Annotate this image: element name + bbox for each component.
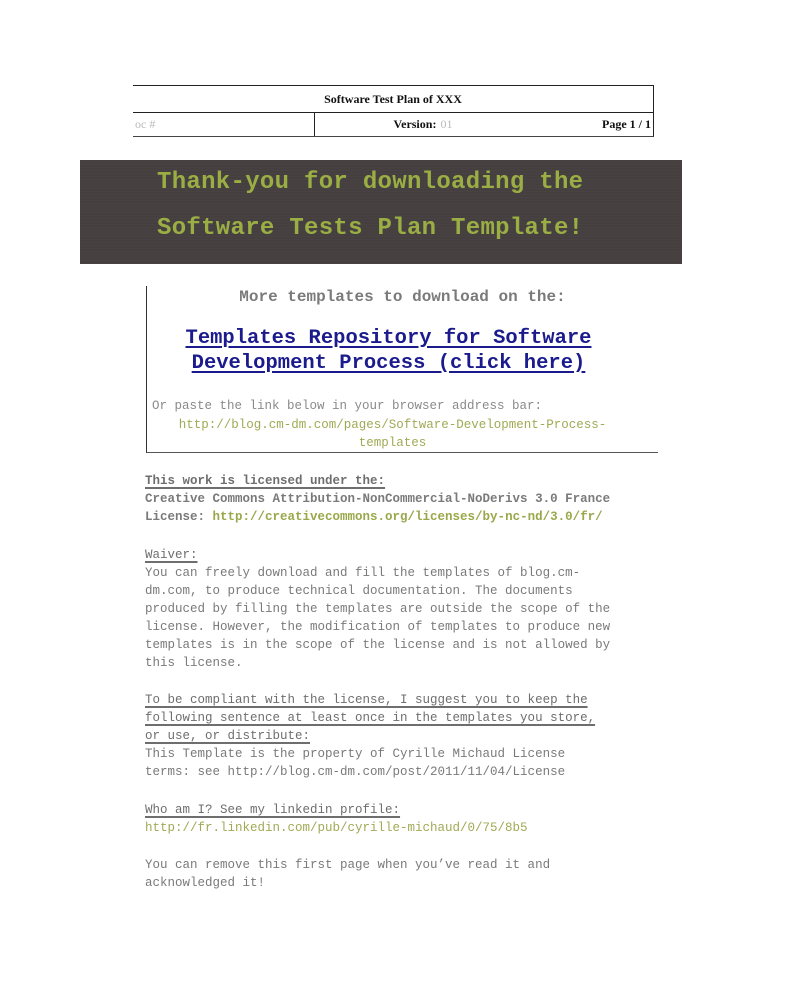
compliance-heading-line: following sentence at least once in the templates you store, [145,711,596,725]
license-line-1: Creative Commons Attribution-NonCommercial-NoDerivs 3.0 France [145,492,611,506]
more-templates-text: More templates to download on the: [239,288,566,306]
footer-note [145,856,550,892]
linkedin-link[interactable]: http://fr.linkedin.com/pub/cyrille-michaud/0/75/8b5 [145,821,528,835]
templates-url[interactable] [147,416,638,452]
templates-url-line-1[interactable]: http://blog.cm-dm.com/pages/Software-Development-Process- [178,418,607,432]
about-heading: Who am I? See my linkedin profile: [145,803,401,817]
document-title: Software Test Plan of XXX [324,91,462,106]
compliance-section [145,691,595,781]
footer-note-line: acknowledged it! [145,876,266,890]
version-label: Version: [393,116,437,131]
waiver-line: this license. [145,656,243,670]
waiver-line: produced by filling the templates are outside the scope of the [145,602,611,616]
header-title-row [133,85,654,113]
version-value: 01 [440,116,453,131]
waiver-line: dm.com, to produce technical documentation. The documents [145,584,573,598]
waiver-section [145,546,610,672]
waiver-line: templates is in the scope of the license and is not allowed by [145,638,611,652]
license-section [145,472,610,526]
thank-you-banner [80,160,682,264]
compliance-line: This Template is the property of Cyrille Michaud License [145,747,566,761]
version-cell [315,117,531,132]
page-number-cell [531,117,653,132]
banner-line-1: Thank-you for downloading the [157,169,584,196]
license-heading: This work is licensed under the: [145,474,386,488]
doc-number-cell [133,112,315,136]
license-link[interactable]: http://creativecommons.org/licenses/by-nc-nd/3.0/fr/ [212,510,603,524]
repo-link-line-2[interactable]: Development Process (click here) [191,352,586,375]
header-info-row [133,112,654,137]
compliance-heading-line: To be compliant with the license, I suggest you to keep the [145,693,588,707]
compliance-heading-line: or use, or distribute: [145,729,311,743]
license-prefix: License: [145,510,213,524]
repo-link-line-1[interactable]: Templates Repository for Software [185,327,592,350]
about-section [145,801,528,837]
templates-url-line-2[interactable]: templates [358,436,427,450]
compliance-line: terms: see http://blog.cm-dm.com/post/2011/11/04/License [145,765,566,779]
page-number: Page 1 / 1 [602,116,651,131]
doc-number-label: oc # [135,116,156,131]
footer-note-line: You can remove this first page when you’ve read it and [145,858,551,872]
templates-box [146,286,658,453]
paste-instructions: Or paste the link below in your browser address bar: [152,399,543,413]
waiver-heading: Waiver: [145,548,198,562]
templates-repository-link[interactable] [147,326,630,376]
banner-line-2: Software Tests Plan Template! [157,215,584,242]
document-header-table [133,85,654,138]
waiver-line: You can freely download and fill the templates of blog.cm- [145,566,581,580]
waiver-line: license. However, the modification of templates to produce new [145,620,611,634]
